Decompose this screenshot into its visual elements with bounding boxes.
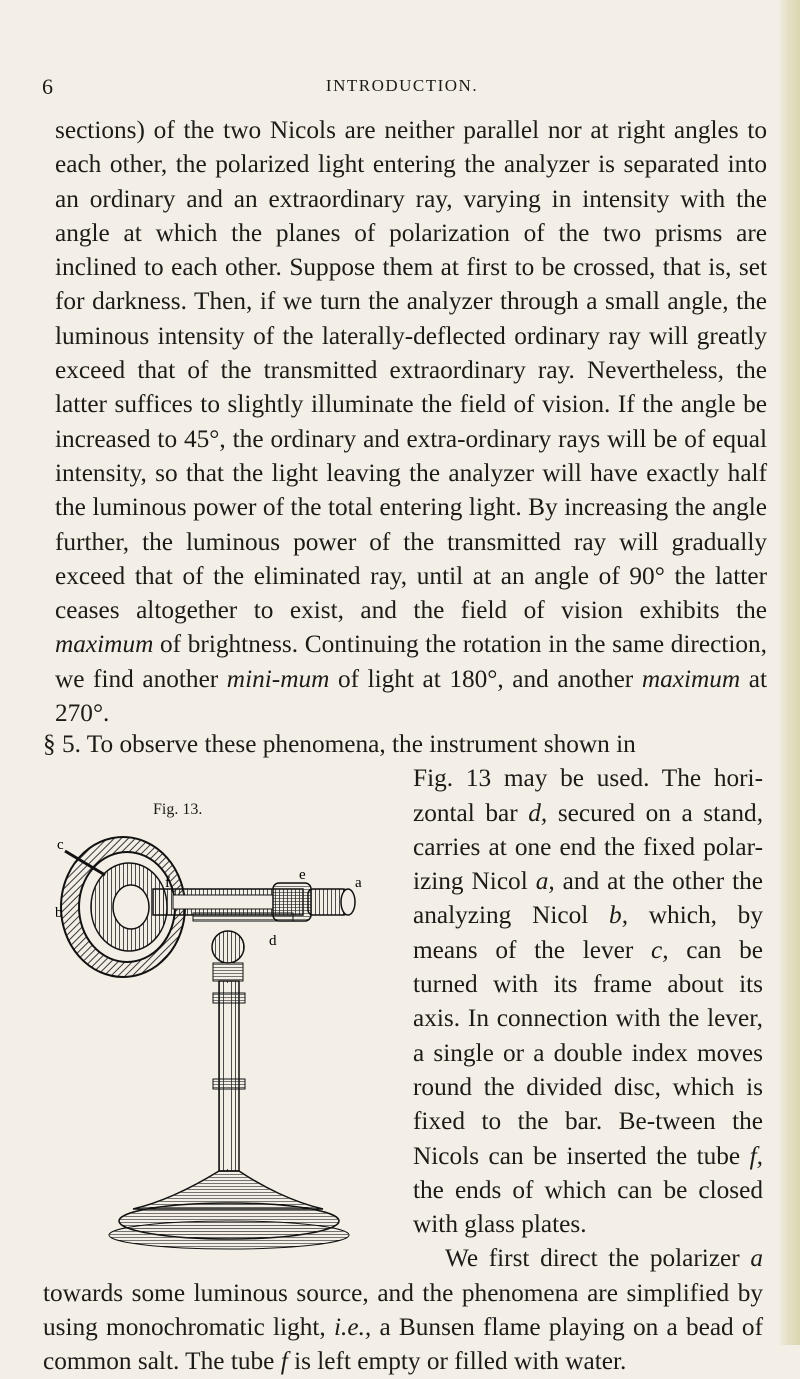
section-5-first-line: § 5. To observe these phenomena, the instrument shown in	[43, 730, 636, 758]
term-maximum: maximum	[55, 630, 154, 659]
section-5-text: and at the other the analyzing Nicol	[413, 867, 763, 930]
paragraph-3-text: a Bunsen flame playing on a bead of common salt. The tube	[43, 1313, 763, 1376]
running-head: INTRODUCTION.	[325, 76, 479, 95]
label-ref-a: a	[750, 1244, 764, 1273]
label-f: f	[165, 875, 170, 892]
term-minimum: mini-mum	[226, 664, 330, 693]
paragraph-1-text: at 270°.	[55, 664, 767, 728]
section-5-text: Fig. 13 may be used. The hori-zontal bar	[413, 764, 763, 827]
label-ref-f: f	[280, 1347, 288, 1376]
term-maximum: maximum	[641, 664, 741, 693]
label-ref-f: f,	[749, 1141, 763, 1170]
label-c: c	[57, 837, 64, 854]
stand-base	[109, 1171, 349, 1249]
abbrev-ie: i.e.,	[333, 1313, 372, 1342]
paragraph-1-text: of light at 180°, and another	[337, 664, 634, 693]
paragraph-1	[55, 113, 767, 730]
label-ref-d: d,	[528, 798, 548, 827]
figure-caption: Fig. 13.	[153, 801, 203, 819]
polariscope-illustration	[43, 817, 403, 1257]
label-ref-b: b,	[609, 901, 629, 930]
section-5-text: can be turned with its frame about its axis. In connection with the lever, a single or a double index moves round the divided disc, which is fixed to the bar. Be-tween the Nicols can be inserted the tube	[413, 935, 763, 1170]
section-5-text: which, by means of the lever	[413, 901, 763, 964]
paragraph-1-text: sections) of the two Nicols are neither parallel nor at right angles to each other, the polarized light entering the analyzer is separated into an ordinary and an extraordinary ray, varying in intensity with the angle at which the planes of polarization of the two prisms are inclined to each other. Suppose them at first to be crossed, that is, set for darkness. Then, if we turn the analyzer through a small angle, the luminous intensity of the laterally-deflected ordinary ray will greatly exceed that of the transmitted extraordinary ray. Nevertheless, the latter suffices to slightly illuminate the field of vision. If the angle be increased to 45°, the ordinary and extra-ordinary rays will be of equal intensity, so that the light leaving the analyzer will have exactly half the luminous power of the total entering light. By increasing the angle further, the luminous power of the transmitted ray will gradually exceed that of the eliminated ray, until at an angle of 90° the latter ceases altogether to exist, and the field of vision exhibits the	[55, 116, 767, 625]
paragraph-3-text: We first direct the polarizer	[445, 1244, 740, 1273]
paragraph-3-text: is left empty or filled with water.	[294, 1347, 627, 1376]
page-number: 6	[42, 74, 53, 99]
page-edge	[778, 0, 800, 1345]
section-5	[43, 727, 763, 1379]
figure-13	[43, 795, 413, 1265]
vertical-stand	[213, 981, 245, 1171]
label-b: b	[55, 905, 63, 922]
label-d: d	[269, 933, 277, 950]
label-a: a	[355, 875, 362, 892]
page-header	[42, 74, 762, 98]
horizontal-bar	[153, 883, 355, 921]
label-e: e	[299, 867, 306, 884]
paragraph-1-text: of brightness. Continuing the rotation in the same direction, we find another	[55, 630, 767, 693]
label-ref-c: c,	[651, 935, 669, 964]
pivot-joint	[212, 931, 244, 981]
section-5-text: secured on a stand, carries at one end the fixed polar-izing Nicol	[413, 798, 764, 896]
paragraph-3-text: towards some luminous source, and the phenomena are simplified by using monochromatic light,	[43, 1278, 763, 1342]
section-5-text: the ends of which can be closed with glass plates.	[413, 1175, 763, 1239]
label-ref-a: a,	[535, 867, 555, 896]
